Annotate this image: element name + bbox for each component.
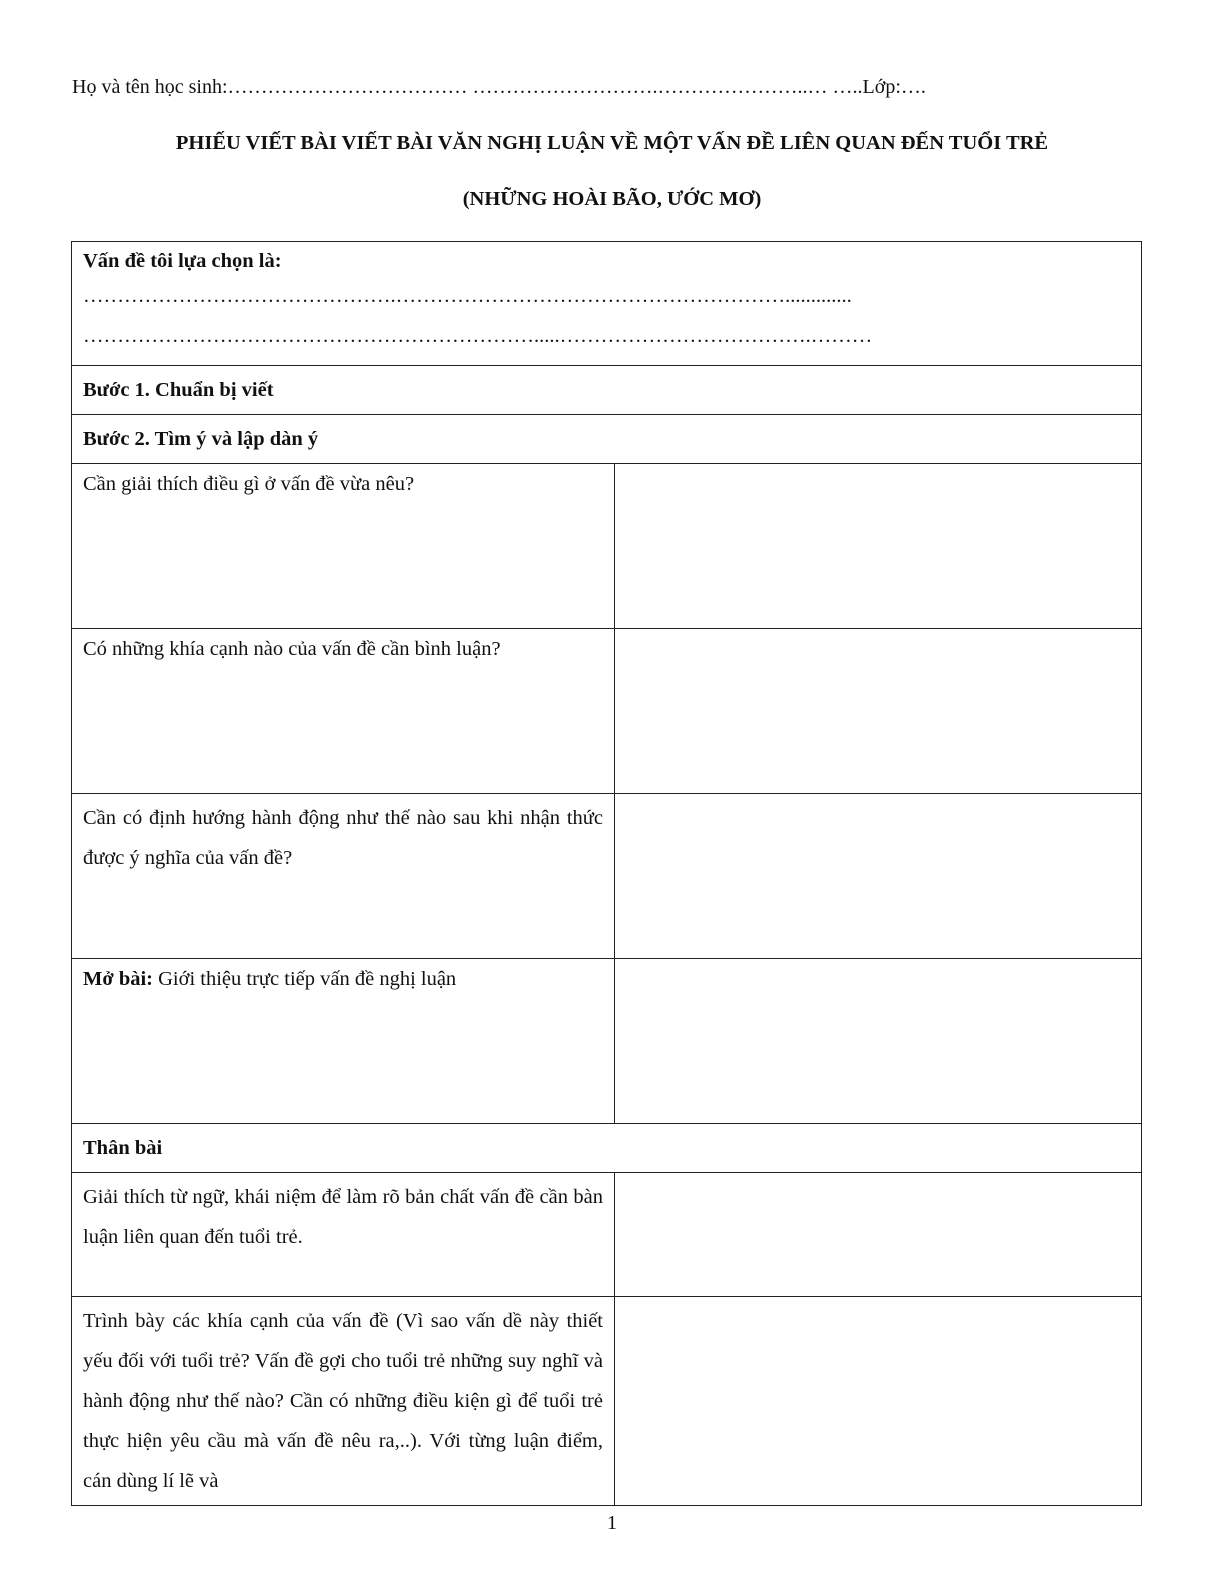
- step2-heading: Bước 2. Tìm ý và lập dàn ý: [72, 415, 1142, 464]
- worksheet-table: [71, 241, 1142, 1506]
- topic-dots-line-2: ………………………………………………………….....……………………………….………: [83, 325, 873, 347]
- question-explain: Cần giải thích điều gì ở vấn đề vừa nêu?: [72, 464, 615, 629]
- step1-row: [72, 366, 1142, 415]
- worksheet-title: PHIẾU VIẾT BÀI VIẾT BÀI VĂN NGHỊ LUẬN VỀ MỘT VẤN ĐỀ LIÊN QUAN ĐẾN TUỔI TRẺ: [175, 132, 1049, 154]
- student-info-line: Họ và tên học sinh:……………………………… ……………………….…………………..… …..Lớp:….: [72, 76, 926, 98]
- body-answer-explain-field[interactable]: [615, 1173, 1142, 1297]
- question-row-1: [72, 464, 1142, 629]
- body-heading-row: [72, 1124, 1142, 1173]
- intro-row: [72, 959, 1142, 1124]
- body-question-row-2: [72, 1297, 1142, 1506]
- question-row-2: [72, 629, 1142, 794]
- body-question-aspects: Trình bày các khía cạnh của vấn đề (Vì sao vấn dề này thiết yếu đối với tuổi trẻ? Vấn đề gợi cho tuổi trẻ những suy nghĩ và hành động như thế nào? Cần có những điều kiện gì để tuổi trẻ thực hiện yêu cầu mà vấn đề nêu ra,..). Với từng luận điểm, cán dùng lí lẽ và: [72, 1297, 615, 1506]
- step1-heading: Bước 1. Chuẩn bị viết: [72, 366, 1142, 415]
- worksheet-subtitle: (NHỮNG HOÀI BÃO, ƯỚC MƠ): [462, 188, 762, 210]
- question-action: Cần có định hướng hành động như thế nào sau khi nhận thức được ý nghĩa của vấn đề?: [72, 794, 615, 959]
- topic-cell[interactable]: [72, 242, 1142, 366]
- answer-explain-field[interactable]: [615, 464, 1142, 629]
- topic-dots-line-1: ……………………………………….………………………………………………….............: [83, 285, 852, 307]
- body-heading: Thân bài: [72, 1124, 1142, 1173]
- intro-label: Mở bài:: [83, 968, 153, 990]
- topic-label: Vấn đề tôi lựa chọn là:: [83, 250, 282, 272]
- answer-aspects-field[interactable]: [615, 629, 1142, 794]
- body-question-explain: Giải thích từ ngữ, khái niệm để làm rõ bản chất vấn đề cần bàn luận liên quan đến tuổi trẻ.: [72, 1173, 615, 1297]
- answer-action-field[interactable]: [615, 794, 1142, 959]
- intro-cell: [72, 959, 615, 1124]
- question-aspects: Có những khía cạnh nào của vấn đề cần bình luận?: [72, 629, 615, 794]
- topic-row: [72, 242, 1142, 366]
- question-row-3: [72, 794, 1142, 959]
- intro-text: Giới thiệu trực tiếp vấn đề nghị luận: [153, 968, 457, 990]
- intro-answer-field[interactable]: [615, 959, 1142, 1124]
- body-question-row-1: [72, 1173, 1142, 1297]
- body-answer-aspects-field[interactable]: [615, 1297, 1142, 1506]
- page-number: 1: [607, 1512, 617, 1534]
- step2-row: [72, 415, 1142, 464]
